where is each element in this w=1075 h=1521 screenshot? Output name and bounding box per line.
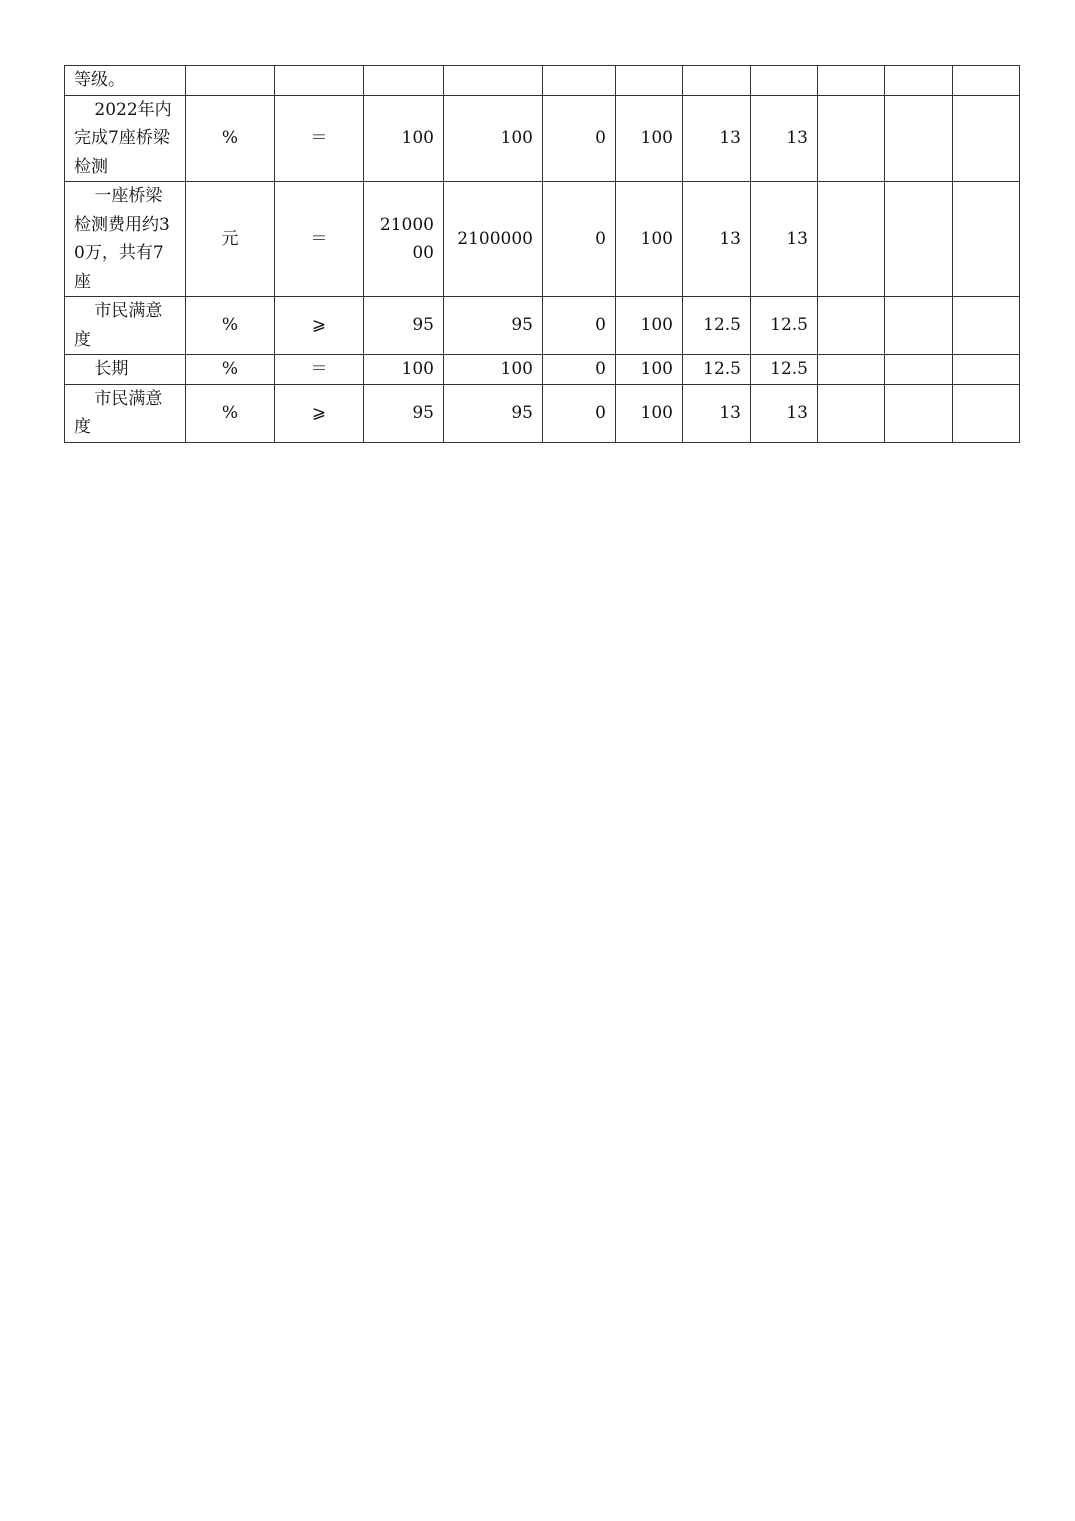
- completion-rate-cell: [616, 66, 683, 96]
- empty-cell: [953, 66, 1020, 96]
- empty-cell: [885, 182, 953, 297]
- table-row: [65, 95, 1020, 182]
- empty-cell: [953, 384, 1020, 442]
- empty-cell: [885, 95, 953, 182]
- operator-cell: [275, 66, 364, 96]
- table-row: [65, 66, 1020, 96]
- actual-value-cell: 95: [444, 297, 543, 355]
- operator-cell: ＝: [275, 95, 364, 182]
- score-cell: 13: [751, 182, 818, 297]
- operator-cell: ⩾: [275, 384, 364, 442]
- deviation-cell: [543, 66, 616, 96]
- weight-cell: [683, 66, 751, 96]
- performance-indicator-table: [64, 65, 1020, 443]
- unit-cell: %: [186, 297, 275, 355]
- indicator-name-cell: 市民满意度: [65, 297, 186, 355]
- deviation-cell: 0: [543, 95, 616, 182]
- empty-cell: [818, 182, 885, 297]
- actual-value-cell: 100: [444, 95, 543, 182]
- empty-cell: [818, 355, 885, 385]
- actual-value-cell: 95: [444, 384, 543, 442]
- empty-cell: [885, 297, 953, 355]
- deviation-cell: 0: [543, 182, 616, 297]
- target-value-cell: 95: [364, 384, 444, 442]
- table-row: [65, 384, 1020, 442]
- table-row: [65, 355, 1020, 385]
- deviation-cell: 0: [543, 297, 616, 355]
- empty-cell: [953, 297, 1020, 355]
- target-value-cell: [364, 66, 444, 96]
- empty-cell: [953, 182, 1020, 297]
- operator-cell: ⩾: [275, 297, 364, 355]
- weight-cell: 13: [683, 182, 751, 297]
- empty-cell: [885, 384, 953, 442]
- unit-cell: 元: [186, 182, 275, 297]
- indicator-name-cell: 2022年内完成7座桥梁检测: [65, 95, 186, 182]
- completion-rate-cell: 100: [616, 297, 683, 355]
- target-value-cell: 100: [364, 95, 444, 182]
- target-value-cell: 2100000: [364, 182, 444, 297]
- operator-cell: ＝: [275, 182, 364, 297]
- empty-cell: [818, 95, 885, 182]
- target-value-cell: 100: [364, 355, 444, 385]
- table-row: [65, 182, 1020, 297]
- weight-cell: 12.5: [683, 297, 751, 355]
- indicator-name-cell: 市民满意度: [65, 384, 186, 442]
- score-cell: 13: [751, 384, 818, 442]
- indicator-name-cell: 长期: [65, 355, 186, 385]
- empty-cell: [953, 95, 1020, 182]
- weight-cell: 13: [683, 384, 751, 442]
- target-value-cell: 95: [364, 297, 444, 355]
- table-body: [65, 66, 1020, 443]
- table-row: [65, 297, 1020, 355]
- unit-cell: %: [186, 384, 275, 442]
- empty-cell: [818, 384, 885, 442]
- operator-cell: ＝: [275, 355, 364, 385]
- actual-value-cell: 2100000: [444, 182, 543, 297]
- actual-value-cell: [444, 66, 543, 96]
- completion-rate-cell: 100: [616, 384, 683, 442]
- score-cell: [751, 66, 818, 96]
- indicator-name-cell: 一座桥梁检测费用约30万，共有7座: [65, 182, 186, 297]
- weight-cell: 13: [683, 95, 751, 182]
- deviation-cell: 0: [543, 355, 616, 385]
- deviation-cell: 0: [543, 384, 616, 442]
- score-cell: 12.5: [751, 297, 818, 355]
- weight-cell: 12.5: [683, 355, 751, 385]
- empty-cell: [818, 297, 885, 355]
- completion-rate-cell: 100: [616, 355, 683, 385]
- empty-cell: [885, 355, 953, 385]
- unit-cell: %: [186, 95, 275, 182]
- completion-rate-cell: 100: [616, 95, 683, 182]
- empty-cell: [885, 66, 953, 96]
- unit-cell: [186, 66, 275, 96]
- completion-rate-cell: 100: [616, 182, 683, 297]
- unit-cell: %: [186, 355, 275, 385]
- score-cell: 12.5: [751, 355, 818, 385]
- indicator-name-cell: 等级。: [65, 66, 186, 96]
- actual-value-cell: 100: [444, 355, 543, 385]
- empty-cell: [818, 66, 885, 96]
- empty-cell: [953, 355, 1020, 385]
- score-cell: 13: [751, 95, 818, 182]
